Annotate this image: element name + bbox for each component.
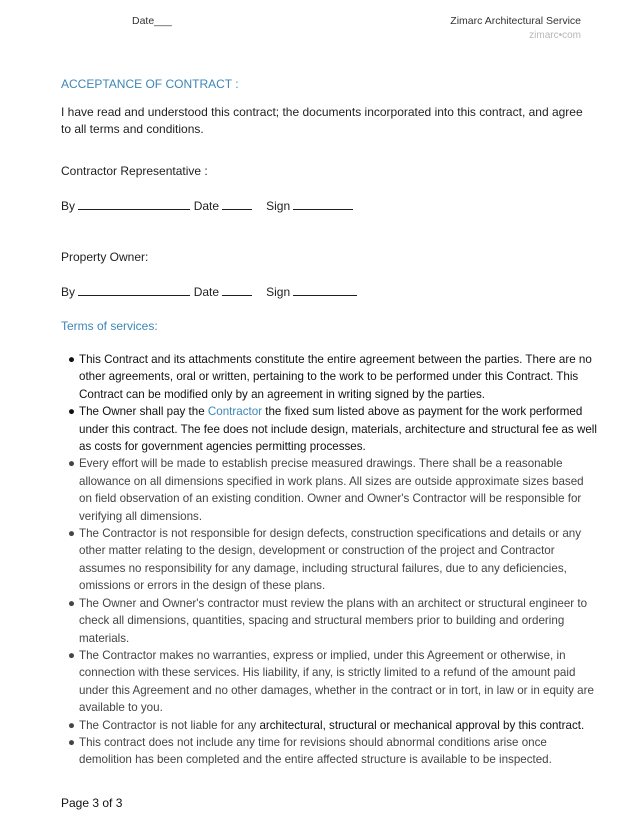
bullet-icon: ● [68,718,76,732]
contractor-signature-line [61,198,353,213]
sign-blank[interactable] [293,284,357,296]
header-website: zimarc•com [529,30,581,41]
terms-item-text: The Owner and Owner's contractor must review the plans with an architect or structural engineer to check all dimensions, quantities, spacing and structural members prior to building and ordering materials. [79,596,588,645]
bullet-icon: ● [68,457,76,471]
terms-item-text: the fixed sum listed above as payment for the work performed under this contract. The fee does not include design, materials, architecture and structural fee as well as costs for government agencies permitting processes. [79,405,597,454]
terms-item-text: The Contractor makes no warranties, express or implied, under this Agreement or otherwise, in connection with these services. His liability, if any, is strictly limited to a refund of the amount paid under this Agreement and no other damages, whether in the contract or in tort, in law or in equity are available to you. [79,648,594,715]
date-label: Date [193,199,220,213]
bullet-icon: ● [68,353,76,366]
terms-item-emphasis: architectural, structural or mechanical approval by this contract. [259,718,585,732]
bullet-icon: ● [68,527,76,541]
terms-item [68,403,598,455]
owner-label: Property Owner: [61,250,149,264]
date-label: Date [193,285,220,299]
bullet-icon: ● [68,735,76,749]
date-blank[interactable] [222,284,252,296]
header-date: Date___ [132,15,172,27]
sign-label: Sign [266,199,291,213]
page-number: Page 3 of 3 [61,796,123,810]
terms-title: Terms of services: [61,319,158,333]
by-label: By [61,285,76,299]
sign-blank[interactable] [293,198,353,210]
terms-item-highlight: Contractor [207,405,263,419]
terms-item-text: The Owner shall pay the [79,405,208,419]
bullet-icon: ● [68,648,76,662]
terms-item-text: The Contractor is not responsible for design defects, construction specifications and details or any other matter relating to the design, development or construction of the project and Contractor assumes no responsibility for any damage, including structural failures, due to any deficiencies, omissions or errors in the design of these plans. [79,527,582,593]
terms-item [68,734,598,769]
terms-item [68,647,598,717]
contractor-label: Contractor Representative : [61,164,208,178]
sign-label: Sign [266,285,291,299]
header-company: Zimarc Architectural Service [450,15,581,27]
bullet-icon: ● [68,596,76,610]
terms-item-text: Every effort will be made to establish precise measured drawings. There shall be a reasonable allowance on all dimensions specified in work plans. All sizes are outside approximate sizes based on field observation of an existing condition. Owner and Owner's Contractor will be responsible for verifying all dimensions. [79,457,584,523]
by-label: By [61,199,76,213]
terms-item-text: The Contractor is not liable for any [79,718,260,732]
owner-signature-line [61,284,357,299]
by-blank[interactable] [78,198,190,210]
bullet-icon: ● [68,405,76,419]
date-blank[interactable] [222,198,252,210]
terms-item [68,351,598,403]
terms-item [68,595,598,647]
terms-item [68,455,598,525]
acceptance-title: ACCEPTANCE OF CONTRACT : [61,77,239,91]
by-blank[interactable] [78,284,190,296]
terms-item-text: This Contract and its attachments constitute the entire agreement between the parties. There are no other agreements, oral or written, pertaining to the work to be performed under this Contract. This Contract can be modified only by an agreement in writing signed by the parties. [79,353,592,401]
acceptance-text: I have read and understood this contract; the documents incorporated into this contract, and agree to all terms and conditions. [61,105,583,136]
terms-item [68,717,598,734]
terms-item [68,525,598,595]
terms-list [68,351,598,769]
terms-item-text: This contract does not include any time for revisions should abnormal conditions arise once demolition has been completed and the entire affected structure is available to be inspected. [79,735,552,767]
